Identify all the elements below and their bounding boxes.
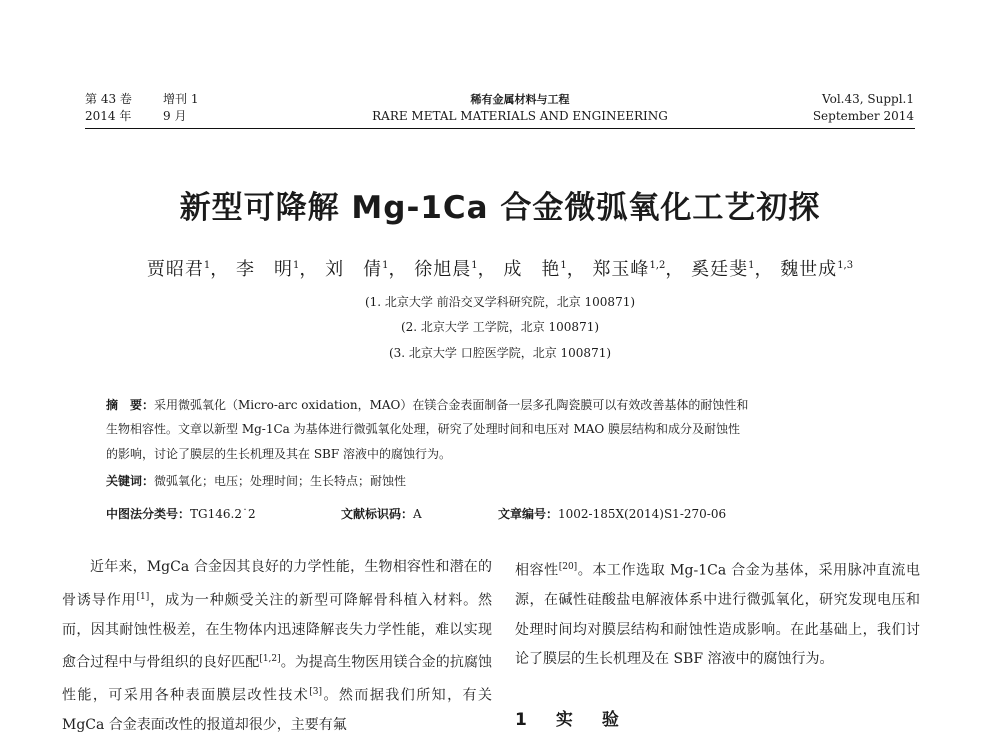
article-number: 文章编号：1002-185X(2014)S1-270-06 (498, 507, 727, 521)
affiliation-2: (2. 北京大学 工学院，北京 100871) (400, 320, 600, 334)
author: 郑玉峰 (592, 259, 650, 280)
paragraph: 近年来，MgCa 合金因其良好的力学性能，生物相容性和潜在的骨诱导作用[1]，成为一种颇受关注的新型可降解骨科植入材料。然而，因其耐蚀性极差，在生物体内迅速降解丧失力学性能，难以实现愈合过程中与骨组织的良好匹配[1,2]。为提高生物医用镁合金的抗腐蚀性能，可采用各种表面膜层改性技术[3]。然而据我们所知，有关 MgCa 合金表面改性的报道却很少，主要有氟 (62, 559, 493, 734)
affiliation-3: (3. 北京大学 口腔医学院，北京 100871) (388, 346, 612, 360)
keywords-text: 微弧氧化；电压；处理时间；生长特点；耐蚀性 (154, 474, 407, 488)
journal-name-cn: 稀有金属材料与工程 (470, 93, 570, 106)
body-left-column (62, 553, 492, 741)
affiliation-1: (1. 北京大学 前沿交叉学科研究院，北京 100871) (364, 295, 636, 309)
supplement-cn: 增刊 1 (163, 92, 199, 106)
abstract-line-3: 的影响，讨论了膜层的生长机理及其在 SBF 溶液中的腐蚀行为。 (106, 447, 451, 461)
volume-en: Vol.43, Suppl.1 (822, 92, 914, 106)
journal-name-en: RARE METAL MATERIALS AND ENGINEERING (372, 109, 668, 123)
citation: [20] (558, 562, 578, 572)
author: 魏世成 (780, 259, 838, 280)
citation: [1,2] (259, 654, 281, 665)
header-rule (85, 128, 915, 129)
section-heading: 1 实 验 (515, 710, 625, 730)
author-list: 贾昭君$^1$， 李 明$^1$， 刘 倩$^1$， 徐旭晨$^1$， 成 艳$^1$， 郑玉峰$^{1,2}$， 奚廷斐$^1$， 魏世成$^{1,3}$ (146, 259, 854, 280)
author: 刘 倩 (325, 259, 383, 280)
paper-title: 新型可降解 Mg-1Ca 合金微弧氧化工艺初探 (179, 190, 821, 226)
year-cn: 2014 年 (85, 109, 132, 123)
clc-number: 中图法分类号：TG146.2˙2 (106, 507, 256, 521)
abstract-label: 摘 要： (106, 398, 155, 412)
date-en: September 2014 (812, 109, 914, 123)
journal-issue-en (813, 91, 914, 125)
author: 奚廷斐 (691, 259, 749, 280)
author: 徐旭晨 (414, 259, 472, 280)
body-right-column (515, 553, 920, 675)
journal-name (370, 91, 670, 125)
journal-issue-cn (85, 91, 198, 125)
author: 成 艳 (503, 259, 561, 280)
document-code: 文献标识码：A (341, 507, 422, 521)
citation: [1] (136, 591, 150, 602)
abstract-line-2: 生物相容性。文章以新型 Mg-1Ca 为基体进行微弧氧化处理，研究了处理时间和电压对 MAO 膜层结构和成分及耐蚀性 (106, 422, 741, 436)
citation: [3] (309, 687, 323, 698)
keywords-label: 关键词： (106, 474, 155, 488)
volume-cn: 第 43 卷 (85, 92, 132, 106)
keywords (106, 472, 896, 491)
abstract-line-1: 摘 要：采用微弧氧化（Micro-arc oxidation，MAO）在镁合金表面制备一层多孔陶瓷膜可以有效改善基体的耐蚀性和 (106, 398, 749, 412)
paragraph: 相容性[20]。本工作选取 Mg-1Ca 合金为基体，采用脉冲直流电源，在碱性硅酸盐电解液体系中进行微弧氧化，研究发现电压和处理时间均对膜层结构和耐蚀性造成影响。在此基础上，我们讨论了膜层的生长机理及在 SBF 溶液中的腐蚀行为。 (515, 562, 921, 668)
month-cn: 9 月 (163, 109, 187, 123)
author: 贾昭君 (146, 259, 204, 280)
author: 李 明 (236, 259, 293, 280)
